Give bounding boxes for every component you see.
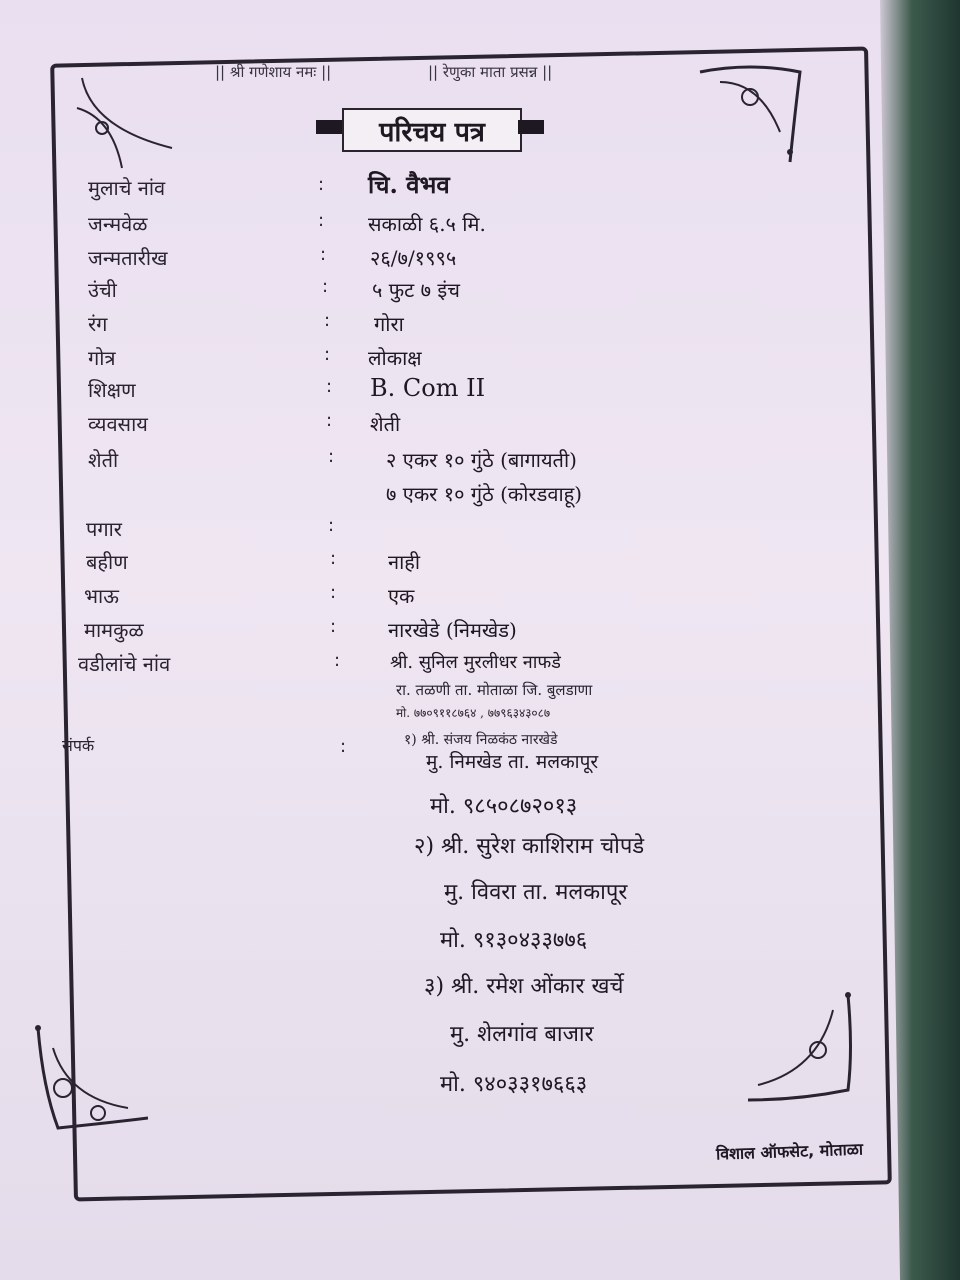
- field-colon: :: [318, 210, 325, 231]
- corner-ornament-bottom-left: [28, 1018, 148, 1138]
- contact-label: संपर्क: [62, 736, 95, 755]
- contact-1-address: मु. निमखेड ता. मलकापूर: [426, 751, 599, 773]
- field-value-line2: ७ एकर १० गुंठे (कोरडवाहू): [386, 482, 583, 506]
- field-colon: :: [322, 276, 329, 297]
- field-value: श्री. सुनिल मुरलीधर नाफडे: [390, 652, 561, 673]
- field-label: गोत्र: [88, 346, 116, 370]
- field-colon: :: [330, 548, 337, 569]
- right-blessing: || रेणुका माता प्रसन्न ||: [428, 63, 553, 81]
- page-title: परिचय पत्र: [342, 108, 522, 152]
- field-colon: :: [326, 410, 333, 431]
- field-colon: :: [324, 344, 331, 365]
- corner-ornament-top-left: [62, 68, 182, 188]
- field-value: २ एकर १० गुंठे (बागायती): [386, 448, 577, 472]
- field-value: एक: [388, 584, 415, 608]
- field-value: लोकाक्ष: [368, 346, 422, 370]
- field-label: व्यवसाय: [88, 412, 148, 436]
- field-value: चि. वैभव: [368, 170, 450, 199]
- field-value: सकाळी ६.५ मि.: [368, 212, 486, 236]
- field-colon: :: [330, 616, 337, 637]
- field-colon: :: [334, 650, 341, 671]
- field-value: गोरा: [374, 312, 404, 336]
- field-colon: :: [324, 310, 331, 331]
- left-blessing: || श्री गणेशाय नमः ||: [215, 63, 332, 81]
- field-value: नाही: [388, 550, 421, 574]
- field-colon: :: [320, 244, 327, 265]
- corner-ornament-top-right: [690, 52, 810, 172]
- field-value: B. Com II: [370, 374, 486, 402]
- contact-3-address: मु. शेलगांव बाजार: [450, 1022, 594, 1047]
- title-bar-right: [518, 120, 544, 134]
- field-value: शेती: [370, 412, 401, 436]
- field-colon: :: [318, 174, 325, 195]
- field-label: मुलाचे नांव: [88, 176, 166, 200]
- contact-3-name: ३) श्री. रमेश ओंकार खर्चे: [424, 974, 624, 999]
- field-colon: :: [326, 376, 333, 397]
- contact-1-name: १) श्री. संजय निळकंठ नारखेडे: [404, 732, 558, 748]
- contact-1-phone: मो. ९८५०८७२०१३: [430, 794, 578, 819]
- field-label: शेती: [88, 448, 119, 472]
- field-value-address: रा. तळणी ता. मोताळा जि. बुलडाणा: [396, 681, 593, 699]
- field-label: मामकुळ: [84, 618, 144, 642]
- field-colon: :: [330, 582, 337, 603]
- contact-colon: :: [340, 736, 347, 757]
- field-label: जन्मवेळ: [88, 212, 148, 236]
- field-value: ५ फुट ७ इंच: [372, 278, 460, 302]
- contact-2-address: मु. विवरा ता. मलकापूर: [444, 880, 628, 905]
- contact-2-phone: मो. ९१३०४३३७७६: [440, 928, 588, 953]
- contact-3-phone: मो. ९४०३३१७६६३: [440, 1072, 588, 1097]
- field-value: नारखेडे (निमखेड): [388, 618, 517, 642]
- field-colon: :: [328, 446, 335, 467]
- field-colon: :: [328, 515, 335, 536]
- field-label: शिक्षण: [88, 378, 136, 402]
- field-label: वडीलांचे नांव: [78, 652, 171, 676]
- printer-credit: विशाल ऑफसेट, मोताळा: [715, 1139, 864, 1164]
- field-label: पगार: [86, 517, 122, 541]
- field-label: बहीण: [86, 550, 128, 574]
- field-label: रंग: [88, 312, 108, 336]
- title-bar-left: [316, 120, 342, 134]
- field-label: जन्मतारीख: [88, 246, 168, 270]
- contact-2-name: २) श्री. सुरेश काशिराम चोपडे: [414, 834, 645, 859]
- field-label: भाऊ: [84, 584, 119, 608]
- corner-ornament-bottom-right: [738, 990, 858, 1110]
- field-value: २६/७/१९९५: [370, 246, 457, 270]
- field-label: उंची: [88, 278, 117, 302]
- field-value-phone: मो. ७७०९११८७६४ , ७७९६३४३०८७: [396, 706, 551, 720]
